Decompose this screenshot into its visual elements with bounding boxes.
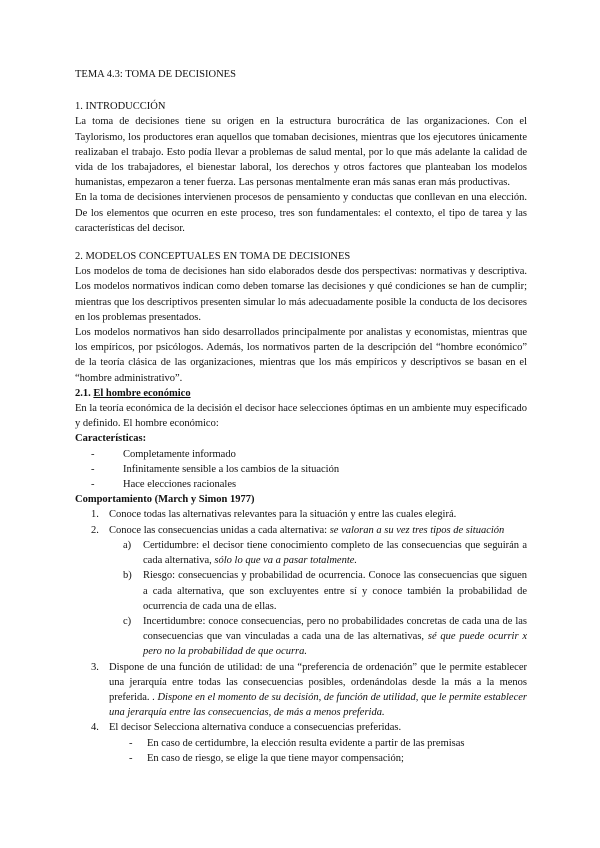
section-2-paragraph-2: Los modelos normativos han sido desarrollados principalmente por analistas y economistas, mientras que los empíricos, por psicólogos. Además, los normativos parten de la descripción del “hombre económico” de la teoría clásica de las organizaciones, mientras que los más empíricos y descriptivos se basan en el “hombre administrativo”.	[75, 327, 527, 384]
list-item: - Infinitamente sensible a los cambios de la situación	[75, 462, 527, 477]
section-1-paragraph-1: La toma de decisiones tiene su origen en la estructura burocrática de las organizaciones. Con el Taylorismo, los productores eran aquellos que tomaban decisiones, mientras que los ejecutores únicamente realizaban el trabajo. Esto podía llevar a problemas de salud mental, por lo que más adelante la calidad de vida de los trabajadores, el bienestar laboral, los derechos y otros factores que planteaban los modelos humanistas, empezaron a tener fuerza. Las personas mentalmente eran más sanas eran más productivas.	[75, 116, 527, 189]
section-1-paragraph-2: En la toma de decisiones intervienen procesos de pensamiento y conductas que conllevan en una elección. De los elementos que ocurren en este proceso, tres son fundamentales: el contexto, el tipo de tarea y las características del decisor.	[75, 192, 527, 234]
characteristics-list	[75, 447, 527, 493]
list-item: 4. El decisor Selecciona alternativa conduce a consecuencias preferidas. - En caso de certidumbre, la elección resulta evidente a partir de las premisas - En caso de riesgo, se elige la que tiene mayor compensación;	[75, 720, 527, 766]
subsection-number: 2.1.	[75, 387, 91, 399]
subsection-2-1-heading	[75, 386, 527, 401]
behavior-label: Comportamiento (March y Simon 1977)	[75, 494, 255, 506]
list-item: a) Certidumbre: el decisor tiene conocimiento completo de las consecuencias que seguirán a cada alternativa, sólo lo que va a pasar totalmente.	[123, 539, 527, 567]
choice-list	[109, 736, 527, 766]
list-item: - Hace elecciones racionales	[75, 477, 527, 492]
list-item: b) Riesgo: consecuencias y probabilidad de ocurrencia. Conoce las consecuencias que siguen a cada alternativa, que son excluyentes entre sí y conoce también la probabilidad de ocurrencia de cada una de ellas.	[123, 570, 527, 612]
list-item: 1. Conoce todas las alternativas relevantes para la situación y entre las cuales elegirá.	[91, 509, 457, 521]
situation-list	[109, 538, 527, 660]
section-2-paragraph-1: Los modelos de toma de decisiones han sido elaborados desde dos perspectivas: normativas y descriptiva. Los modelos normativos indican como deben tomarse las decisiones y qué condiciones se han de cumplir; mientras que los descriptivos presenten simular lo más adecuadamente posible la conducta de los decisores en los problemas presentados.	[75, 266, 527, 323]
document-page	[75, 67, 527, 766]
subsection-paragraph: En la teoría económica de la decisión el decisor hace selecciones óptimas en un ambiente muy especificado y definido. El hombre económico:	[75, 403, 527, 430]
section-2-heading: 2. MODELOS CONCEPTUALES EN TOMA DE DECISIONES	[75, 251, 351, 263]
section-1-heading: 1. INTRODUCCIÓN	[75, 101, 166, 113]
characteristics-label: Características:	[75, 433, 147, 445]
list-item: - Completamente informado	[75, 447, 527, 462]
list-item: c) Incertidumbre: conoce consecuencias, pero no probabilidades concretas de cada una de las consecuencias que van vinculadas a cada una de las alternativas, sé que puede ocurrir x pero no la probabilidad de que ocurra.	[123, 615, 528, 658]
list-item: 2. Conoce las consecuencias unidas a cada alternativa: se valoran a su vez tres tipos de situación a) Certidumbre: el decisor tiene conocimiento completo de las consecuencias que seguirán a cada alternativa, sólo lo que va a pasar totalmente. b) Riesgo: consecuencias y probabilidad de ocurrencia. Conoce las consecuencias que siguen a cada alternativa, que son excluyentes entre sí y conoce también la probabilidad de ocurrencia de cada una de ellas. c) Incertidumbre: conoce consecuencias, pero no probabilidades concretas de cada una de las consecuencias que van vinculadas a cada una de las alternativas, sé que puede ocurrir x pero no la probabilidad de que ocurra.	[75, 523, 527, 660]
behavior-list	[75, 507, 527, 765]
list-item: 3. Dispone de una función de utilidad: de una “preferencia de ordenación” que le permite establecer una jerarquía entre todas las consecuencias posibles, ordenándolas desde la más a la menos preferida. . Dispone en el momento de su decisión, de función de utilidad, que le permite establecer una jerarquía entre las consecuencias, de más a menos preferida.	[91, 661, 527, 719]
list-item: - En caso de certidumbre, la elección resulta evidente a partir de las premisas	[109, 736, 527, 751]
document-title: TEMA 4.3: TOMA DE DECISIONES	[75, 69, 236, 80]
list-item: - En caso de riesgo, se elige la que tiene mayor compensación;	[109, 751, 527, 766]
subsection-title: El hombre económico	[93, 387, 191, 399]
